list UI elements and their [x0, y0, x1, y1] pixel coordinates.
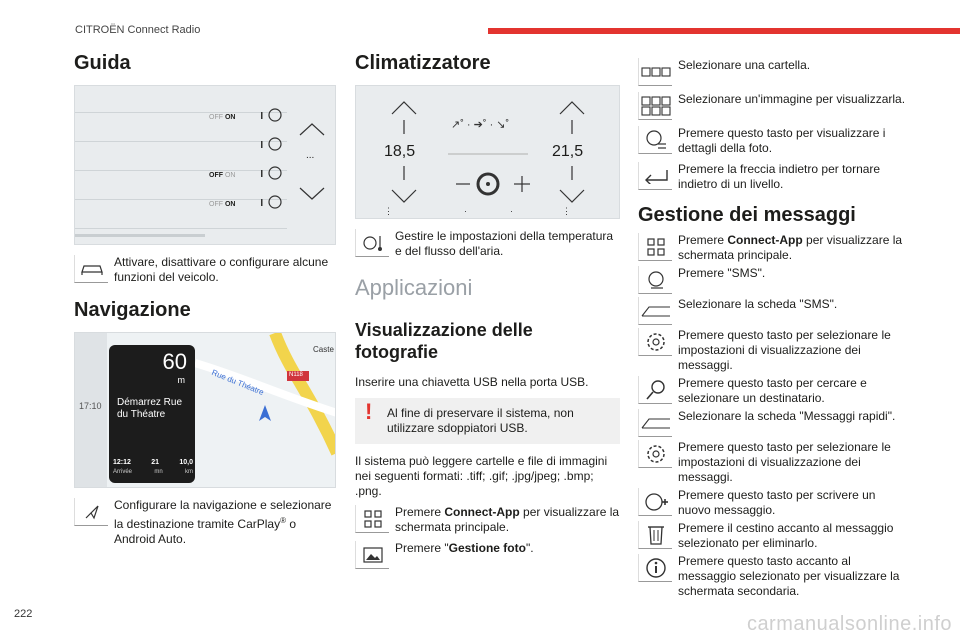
apps-grid-icon	[638, 233, 672, 261]
sms-icon	[638, 266, 672, 294]
svg-text:⋮: ⋮	[384, 206, 393, 216]
remaining-distance: 10,0	[179, 459, 193, 466]
clima-heading: Climatizzatore	[355, 52, 491, 74]
settings-icon	[638, 440, 672, 468]
photo-item	[638, 126, 906, 156]
msg-step-text: Premere questo tasto per selezionare le impostazioni di visualizzazione dei messaggi.	[678, 440, 891, 484]
msg-step-text: Selezionare la scheda "SMS".	[678, 297, 838, 311]
navigation-arrow-icon	[74, 498, 108, 526]
navigazione-text: Configurare la navigazione e selezionare la destinazione tramite CarPlay® o Android Auto.	[114, 498, 332, 546]
svg-text:·: ·	[464, 206, 467, 216]
svg-text:·: ·	[510, 206, 513, 216]
note-text: Al fine di preservare il sistema, non utilizzare sdoppiatori USB.	[387, 406, 574, 435]
settings-icon	[638, 328, 672, 356]
photo-item	[638, 58, 906, 86]
msg-step	[638, 440, 906, 485]
messaggi-heading: Gestione dei messaggi	[638, 204, 856, 226]
msg-step-text: Selezionare la scheda "Messaggi rapidi".	[678, 409, 896, 423]
temp-left: 18,5	[384, 143, 416, 160]
photo-manager-icon	[355, 541, 389, 569]
clima-row	[355, 229, 620, 259]
distance-label: km	[184, 469, 193, 475]
search-icon	[638, 376, 672, 404]
msg-step	[638, 233, 906, 263]
step-photo-manager	[355, 541, 620, 569]
svg-text:↗˚ · ➔˚ · ↘˚: ↗˚ · ➔˚ · ↘˚	[451, 119, 510, 131]
column-right	[638, 58, 906, 602]
arrival-label: Arrivée	[113, 469, 133, 475]
more-dots[interactable]: ...	[306, 150, 315, 161]
step-photo-manager-text: Premere "Gestione foto".	[395, 541, 534, 555]
running-header: CITROËN Connect Radio	[75, 24, 201, 36]
msg-step-text: Premere il cestino accanto al messaggio selezionato per eliminarlo.	[678, 521, 894, 550]
guida-heading: Guida	[74, 52, 131, 74]
photo-item-text: Selezionare un'immagine per visualizzarla.	[678, 92, 906, 106]
guidance-panel	[109, 345, 195, 483]
navigation-screenshot	[74, 332, 336, 488]
tab-icon	[638, 297, 672, 325]
tab-icon	[638, 409, 672, 437]
apps-grid-icon	[355, 505, 389, 533]
msg-step	[638, 409, 906, 437]
msg-step	[638, 266, 906, 294]
road-badge: N118	[289, 372, 303, 378]
msg-step-text: Premere "SMS".	[678, 266, 766, 280]
chevron-up-icon[interactable]	[297, 120, 327, 140]
distance-unit: m	[177, 375, 185, 385]
off-label: OFF	[209, 172, 223, 179]
chevron-down-icon[interactable]	[297, 184, 327, 204]
temp-right: 21,5	[552, 143, 584, 160]
fan-temperature-icon	[355, 229, 389, 257]
column-left	[74, 52, 336, 553]
warning-note	[355, 398, 620, 444]
guida-screenshot	[74, 85, 336, 245]
svg-text:⋮: ⋮	[562, 206, 571, 216]
msg-step	[638, 554, 906, 599]
street-name: Rue du Théatre	[210, 367, 266, 398]
image-grid-icon	[638, 92, 672, 120]
watermark: carmanualsonline.info	[746, 613, 952, 635]
details-icon	[638, 126, 672, 154]
folders-icon	[638, 58, 672, 86]
clima-screenshot	[355, 85, 620, 219]
clima-text: Gestire le impostazioni della temperatura e del flusso dell'aria.	[395, 229, 614, 258]
on-label: ON	[224, 201, 236, 208]
msg-step	[638, 488, 906, 518]
guida-text: Attivare, disattivare o configurare alcune funzioni del veicolo.	[114, 255, 329, 284]
place-name: Caste	[313, 345, 334, 354]
msg-step	[638, 297, 906, 325]
warning-icon: !	[365, 399, 373, 424]
back-arrow-icon	[638, 162, 672, 190]
column-middle	[355, 52, 620, 575]
applicazioni-heading: Applicazioni	[355, 275, 473, 300]
distance-value: 60	[162, 349, 187, 374]
navigazione-heading: Navigazione	[74, 299, 191, 321]
msg-step-text: Premere questo tasto accanto al messaggio selezionato per visualizzare la schermata secondaria.	[678, 554, 900, 598]
new-message-icon	[638, 488, 672, 516]
page-number: 222	[14, 608, 33, 620]
photo-item	[638, 92, 906, 120]
step-connect-app	[355, 505, 620, 535]
off-label: OFF	[209, 114, 223, 121]
msg-step-text: Premere questo tasto per selezionare le impostazioni di visualizzazione dei messaggi.	[678, 328, 891, 372]
usb-text: Inserire una chiavetta USB nella porta USB.	[355, 375, 589, 389]
duration: 21	[151, 459, 160, 466]
msg-step-text: Premere questo tasto per cercare e selezionare un destinatario.	[678, 376, 867, 405]
guida-row	[74, 255, 336, 285]
step-connect-app-text: Premere Connect-App per visualizzare la schermata principale.	[395, 505, 620, 534]
photos-heading: Visualizzazione delle fotografie	[355, 320, 533, 362]
photo-item	[638, 162, 906, 192]
info-icon	[638, 554, 672, 582]
car-icon	[74, 255, 108, 283]
msg-step-text: Premere questo tasto per scrivere un nuovo messaggio.	[678, 488, 876, 517]
header-accent-bar	[488, 28, 960, 34]
arrival-time: 12:12	[113, 459, 131, 466]
info-icons	[255, 86, 295, 246]
msg-step	[638, 328, 906, 373]
msg-step	[638, 521, 906, 551]
on-label: ON	[224, 114, 236, 121]
instruction-line1: Démarrez Rue	[117, 397, 183, 408]
msg-step	[638, 376, 906, 406]
instruction-line2: du Théatre	[117, 409, 166, 420]
on-label: ON	[224, 172, 236, 179]
off-label: OFF	[209, 201, 223, 208]
formats-text: Il sistema può leggere cartelle e file di immagini nei seguenti formati: .tiff; .gif; .jpg/jpeg; .bmp; .png.	[355, 454, 608, 498]
clock: 17:10	[79, 401, 102, 411]
photo-item-text: Selezionare una cartella.	[678, 58, 811, 72]
trash-icon	[638, 521, 672, 549]
photo-item-text: Premere la freccia indietro per tornare indietro di un livello.	[678, 162, 881, 191]
duration-label: mn	[154, 469, 163, 475]
msg-step-text: Premere Connect-App per visualizzare la schermata principale.	[678, 233, 903, 262]
photo-item-text: Premere questo tasto per visualizzare i dettagli della foto.	[678, 126, 886, 155]
navigazione-row	[74, 498, 336, 547]
